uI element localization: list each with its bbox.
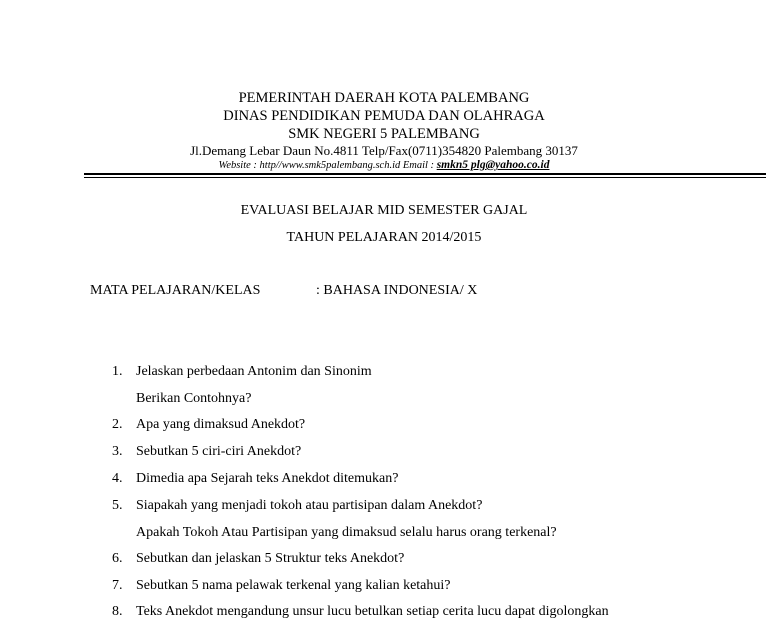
header-divider-thick xyxy=(84,173,766,175)
question-text: Sebutkan 5 ciri-ciri Anekdot? xyxy=(136,444,302,459)
question-text: Berikan Contohnya? xyxy=(136,391,252,406)
website-label: Website : http//www.smk5palembang.sch.id Email : xyxy=(218,160,435,171)
question-text: Sebutkan 5 nama pelawak terkenal yang kalian ketahui? xyxy=(136,578,451,593)
academic-year: TAHUN PELAJARAN 2014/2015 xyxy=(286,230,482,245)
header-department: DINAS PENDIDIKAN PEMUDA DAN OLAHRAGA xyxy=(223,108,545,124)
question-number: 4. xyxy=(112,471,123,486)
question-text: Jelaskan perbedaan Antonim dan Sinonim xyxy=(136,364,372,379)
question-text: Teks Anekdot mengandung unsur lucu betulkan setiap cerita lucu dapat digolongkan xyxy=(136,604,609,619)
exam-title: EVALUASI BELAJAR MID SEMESTER GAJAL xyxy=(240,203,528,218)
question-number: 6. xyxy=(112,551,123,566)
subject-label: MATA PELAJARAN/KELAS xyxy=(90,283,261,298)
header-contact xyxy=(0,158,768,173)
subject-value: : BAHASA INDONESIA/ X xyxy=(316,283,478,298)
question-number: 8. xyxy=(112,604,123,619)
email-link[interactable]: smkn5 plg@yahoo.co.id xyxy=(436,159,550,171)
header-divider-thin xyxy=(84,177,766,178)
question-number: 5. xyxy=(112,498,123,513)
question-number: 3. xyxy=(112,444,123,459)
question-text: Siapakah yang menjadi tokoh atau partisipan dalam Anekdot? xyxy=(136,498,483,513)
question-number: 7. xyxy=(112,578,123,593)
question-number: 1. xyxy=(112,364,123,379)
question-text: Sebutkan dan jelaskan 5 Struktur teks Anekdot? xyxy=(136,551,405,566)
header-government: PEMERINTAH DAERAH KOTA PALEMBANG xyxy=(238,90,530,106)
question-text: Dimedia apa Sejarah teks Anekdot ditemukan? xyxy=(136,471,399,486)
question-text: Apakah Tokoh Atau Partisipan yang dimaksud selalu harus orang terkenal? xyxy=(136,525,557,540)
question-text: Apa yang dimaksud Anekdot? xyxy=(136,417,306,432)
question-number: 2. xyxy=(112,417,123,432)
header-address: Jl.Demang Lebar Daun No.4811 Telp/Fax(0711)354820 Palembang 30137 xyxy=(190,143,578,158)
header-school: SMK NEGERI 5 PALEMBANG xyxy=(288,126,480,142)
